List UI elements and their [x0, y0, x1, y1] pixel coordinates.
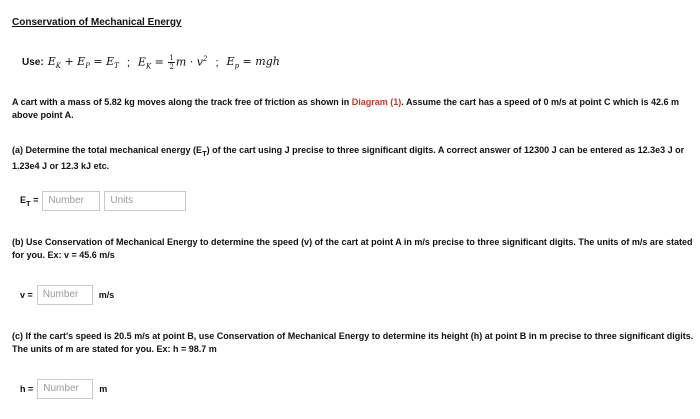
part-c-answer-row — [20, 379, 107, 399]
speed-number-input[interactable]: Number — [37, 285, 93, 305]
height-unit: m — [99, 384, 108, 394]
use-label: Use: — [22, 57, 44, 68]
height-label: h = — [20, 384, 34, 394]
potential-energy-formula: $E_p$ = mgh — [226, 54, 280, 71]
speed-label: v = — [20, 290, 33, 300]
kinetic-energy-formula: $E_K$ = $\frac{1}{2}$ $m \cdot v^2$ — [137, 54, 208, 71]
part-b-question: (b) Use Conservation of Mechanical Energy to determine the speed (v) of the cart at point A in m/s precise to three significant digits. The units of m/s are stated for you. Ex: v = 45.6 m/s — [12, 237, 693, 260]
part-a-question: (a) Determine the total mechanical energy $(E_T)$ of the cart using J precise to three significant digits. A correct answer of 12300 J can be entered as 12.3e3 J or 1.23e4 J or 12.3 kJ etc. — [12, 145, 685, 171]
total-energy-label: $E_T$ = — [20, 194, 39, 208]
part-b-answer-row — [20, 285, 114, 305]
page-title: Conservation of Mechanical Energy — [12, 17, 182, 28]
part-a-answer-row — [20, 191, 186, 211]
diagram-link[interactable]: Diagram (1) — [351, 97, 402, 107]
speed-unit: m/s — [98, 290, 115, 300]
part-c-question: (c) If the cart's speed is 20.5 m/s at point B, use Conservation of Mechanical Energy to determine its height (h) at point B in m precise to three significant digits. The units of m are stated for you. Ex: h = 98.7 m — [12, 331, 694, 354]
formula-separator: ; — [215, 56, 219, 69]
problem-statement: A cart with a mass of 5.82 kg moves along the track free of friction as shown in Diagram (1). Assume the cart has a speed of 0 m/s at point C which is 42.6 m above point A. — [12, 97, 680, 120]
formula-row — [22, 54, 280, 71]
total-energy-units-input[interactable]: Units — [104, 191, 186, 211]
height-number-input[interactable]: Number — [37, 379, 93, 399]
energy-sum-formula: $E_K + E_P = E_T$ — [47, 54, 119, 71]
formula-separator: ; — [126, 56, 130, 69]
total-energy-number-input[interactable]: Number — [42, 191, 100, 211]
